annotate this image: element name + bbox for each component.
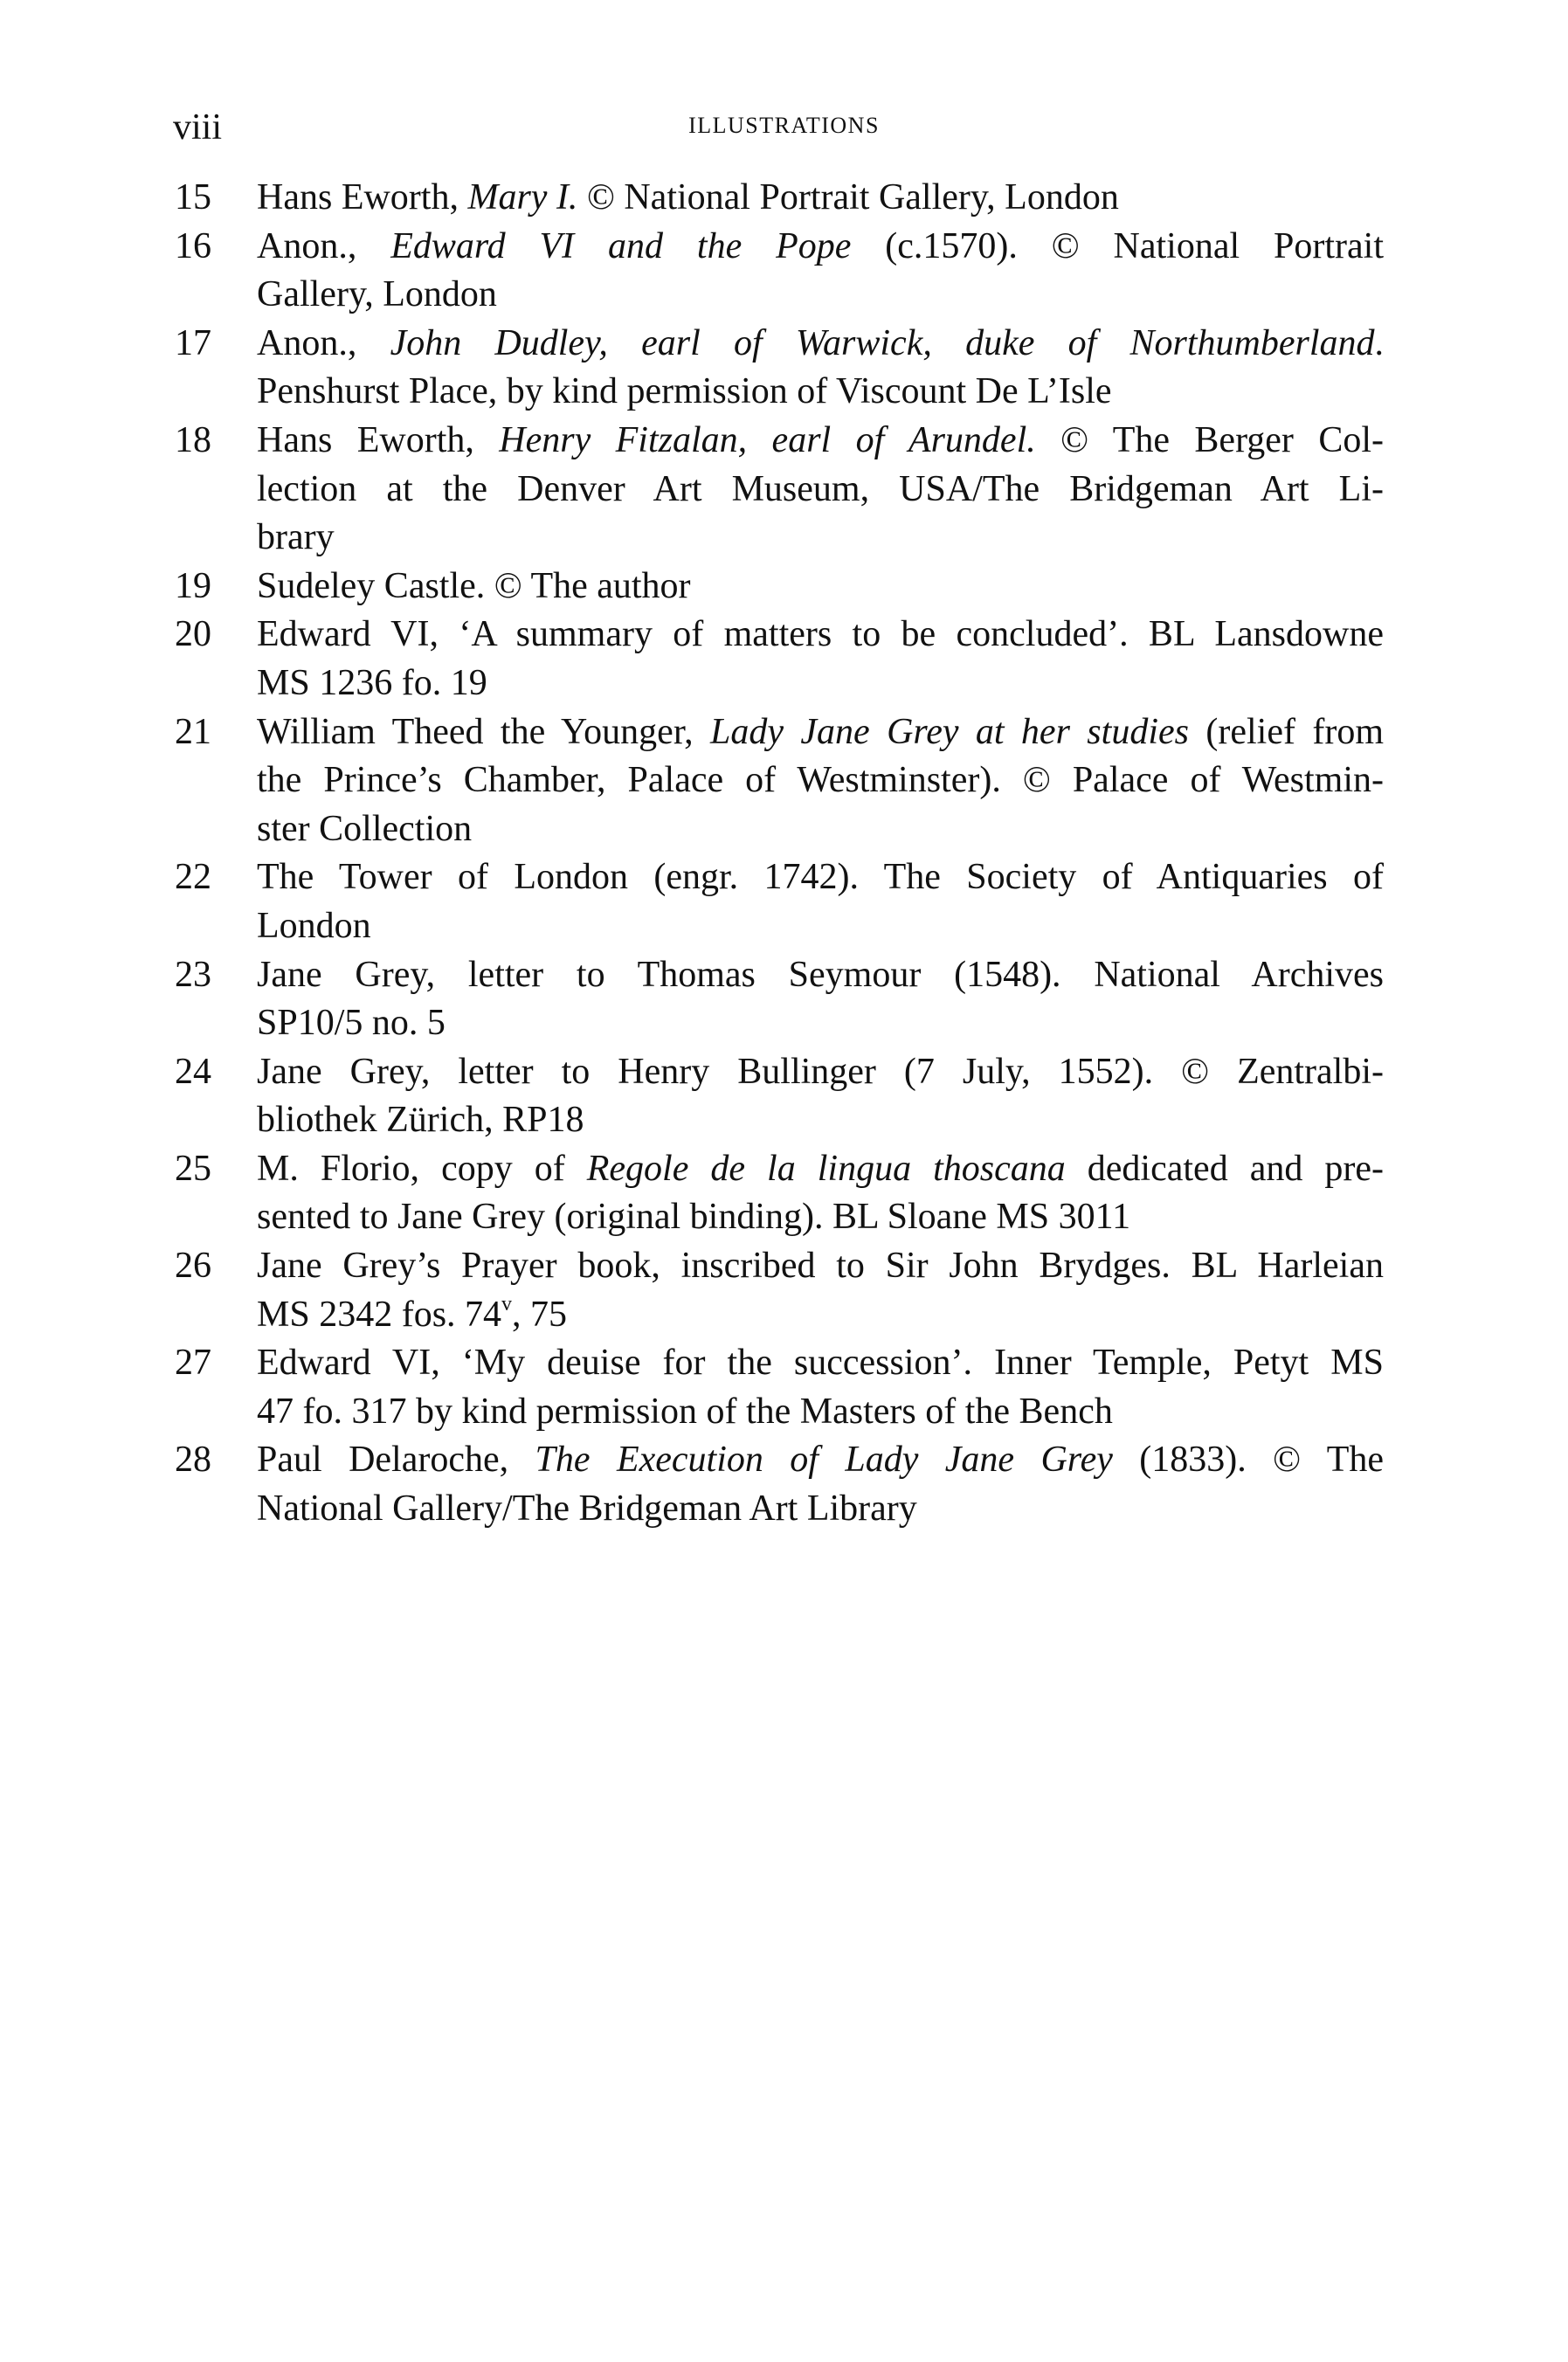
illustration-number: 23 — [175, 954, 211, 995]
caption-text: Jane Grey’s Prayer book, inscribed to Sir John Brydges. BL Harleian — [257, 1246, 1384, 1287]
caption-line — [257, 853, 1384, 902]
illustration-entry — [175, 1436, 1384, 1533]
caption-text: MS 1236 fo. 19 — [257, 662, 487, 703]
caption-line — [257, 1388, 1384, 1437]
caption-text: (1833). © The — [1112, 1440, 1384, 1481]
caption-title: Mary I. — [467, 177, 578, 218]
caption-title: John Dudley, earl of Warwick, duke of Northumberland — [390, 322, 1375, 363]
caption-line — [257, 805, 1384, 854]
caption-line — [257, 1291, 1384, 1340]
illustration-entry — [175, 1048, 1384, 1145]
illustration-number: 17 — [175, 322, 211, 363]
caption-text: SP10/5 no. 5 — [257, 1003, 446, 1044]
illustration-entry — [175, 417, 1384, 563]
caption-line — [257, 1048, 1384, 1097]
illustration-number: 27 — [175, 1343, 211, 1384]
caption-line — [257, 611, 1384, 660]
caption-title: Henry Fitzalan, earl of Arundel. — [499, 419, 1036, 460]
illustration-number: 21 — [175, 711, 211, 752]
caption-text: Edward VI, ‘A summary of matters to be concluded’. BL Lansdowne — [257, 614, 1384, 655]
caption-text: , 75 — [512, 1294, 568, 1335]
caption-title: The Execution of Lady Jane Grey — [535, 1440, 1113, 1481]
page-number: viii — [173, 107, 223, 148]
illustration-number: 25 — [175, 1148, 211, 1189]
caption-text: William Theed the Younger, — [257, 711, 711, 752]
illustration-number: 20 — [175, 614, 211, 655]
caption-line — [257, 1436, 1384, 1485]
caption-line — [257, 1096, 1384, 1145]
caption-text: Paul Delaroche, — [257, 1440, 535, 1481]
caption-line — [257, 514, 1384, 563]
illustration-entry — [175, 951, 1384, 1048]
illustration-number: 18 — [175, 419, 211, 460]
illustration-entry — [175, 563, 1384, 611]
illustration-number: 24 — [175, 1051, 211, 1092]
caption-line — [257, 466, 1384, 515]
caption-text: Jane Grey, letter to Henry Bullinger (7 July, 1552). © Zentralbi- — [257, 1051, 1384, 1092]
caption-text: sented to Jane Grey (original binding). BL Sloane MS 3011 — [257, 1197, 1131, 1238]
caption-text: MS 2342 fos. 74 — [257, 1294, 502, 1335]
illustration-entry — [175, 1145, 1384, 1242]
illustration-entry — [175, 320, 1384, 417]
caption-text: brary — [257, 517, 335, 558]
caption-title: Lady Jane Grey at her studies — [710, 711, 1189, 752]
caption-line — [257, 1193, 1384, 1242]
caption-line — [257, 902, 1384, 951]
caption-text: (relief from — [1188, 711, 1384, 752]
illustration-entry — [175, 223, 1384, 320]
caption-text: lection at the Denver Art Museum, USA/The Bridgeman Art Li- — [257, 468, 1384, 509]
caption-text: London — [257, 905, 371, 946]
illustration-number: 26 — [175, 1246, 211, 1287]
caption-text: Hans Eworth, — [257, 419, 500, 460]
caption-text: Edward VI, ‘My deuise for the succession’. Inner Temple, Petyt MS — [257, 1343, 1384, 1384]
illustration-number: 19 — [175, 565, 211, 606]
caption-text: © National Portrait Gallery, London — [577, 177, 1119, 218]
caption-text: Gallery, London — [257, 274, 497, 315]
caption-line — [257, 320, 1384, 369]
caption-text: Penshurst Place, by kind permission of Viscount De L’Isle — [257, 371, 1112, 412]
illustration-number: 28 — [175, 1440, 211, 1481]
illustration-entry — [175, 1339, 1384, 1436]
caption-text: dedicated and pre- — [1065, 1148, 1384, 1189]
caption-line — [257, 1485, 1384, 1534]
caption-text: ster Collection — [257, 808, 473, 849]
caption-text: Jane Grey, letter to Thomas Seymour (1548). National Archives — [257, 954, 1384, 995]
illustrations-list — [175, 174, 1384, 1534]
illustration-entry — [175, 853, 1384, 950]
caption-line — [257, 1145, 1384, 1194]
caption-text: M. Florio, copy of — [257, 1148, 587, 1189]
illustration-entry — [175, 611, 1384, 708]
illustration-number: 22 — [175, 857, 211, 898]
caption-text: (c.1570). © National Portrait — [851, 225, 1384, 266]
caption-text: bliothek Zürich, RP18 — [257, 1100, 584, 1141]
caption-text: the Prince’s Chamber, Palace of Westminster). © Palace of Westmin- — [257, 760, 1384, 801]
caption-line — [257, 417, 1384, 466]
caption-text: Anon., — [257, 225, 391, 266]
caption-text: Sudeley Castle. © The author — [257, 565, 691, 606]
illustration-entry — [175, 708, 1384, 854]
caption-text: . — [1374, 322, 1384, 363]
caption-line — [257, 174, 1384, 223]
caption-superscript: v — [501, 1292, 513, 1316]
caption-line — [257, 951, 1384, 1000]
illustration-number: 16 — [175, 225, 211, 266]
caption-line — [257, 271, 1384, 320]
caption-line — [257, 223, 1384, 272]
caption-title: Regole de la lingua thoscana — [586, 1148, 1066, 1189]
running-head: ILLUSTRATIONS — [688, 113, 880, 138]
caption-line — [257, 1339, 1384, 1388]
caption-line — [257, 563, 1384, 611]
illustration-entry — [175, 1242, 1384, 1339]
caption-text: Hans Eworth, — [257, 177, 468, 218]
caption-text: Anon., — [257, 322, 390, 363]
caption-text: © The Berger Col- — [1035, 419, 1384, 460]
caption-line — [257, 756, 1384, 805]
illustration-entry — [175, 174, 1384, 223]
caption-line — [257, 660, 1384, 708]
caption-line — [257, 708, 1384, 757]
caption-line — [257, 1242, 1384, 1291]
caption-line — [257, 368, 1384, 417]
caption-text: National Gallery/The Bridgeman Art Library — [257, 1488, 917, 1530]
caption-text: 47 fo. 317 by kind permission of the Masters of the Bench — [257, 1391, 1113, 1432]
caption-title: Edward VI and the Pope — [390, 225, 852, 266]
caption-line — [257, 999, 1384, 1048]
illustration-number: 15 — [175, 177, 211, 218]
caption-text: The Tower of London (engr. 1742). The Society of Antiquaries of — [257, 857, 1384, 898]
